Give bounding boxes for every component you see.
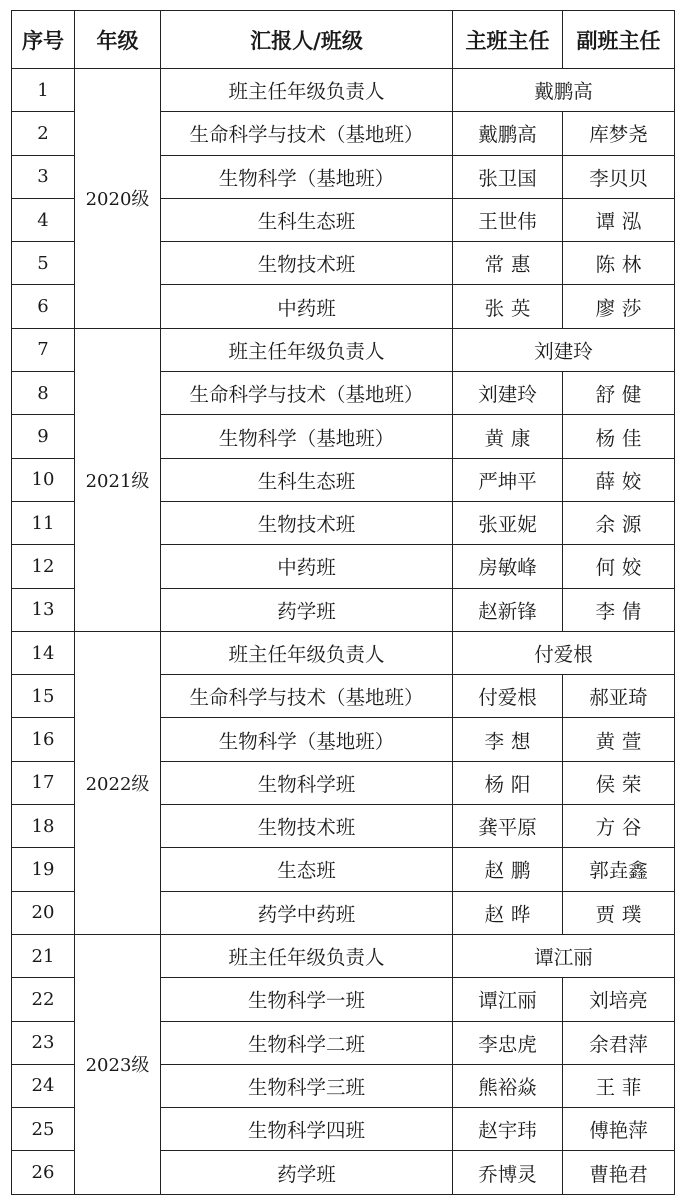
seq-cell: 25 [12,1108,75,1151]
class-name-cell: 生物技术班 [161,242,453,285]
head-teacher-cell: 赵新锋 [453,588,563,631]
head-teacher-cell: 赵晔 [453,891,563,934]
class-name-cell: 生物科学（基地班） [161,718,453,761]
grade-lead-cell: 戴鹏高 [453,69,675,112]
class-name-cell: 生态班 [161,848,453,891]
vice-teacher-cell: 郭垚鑫 [563,848,675,891]
seq-cell: 2 [12,112,75,155]
vice-teacher-cell: 廖莎 [563,285,675,328]
class-name-cell: 中药班 [161,285,453,328]
seq-cell: 19 [12,848,75,891]
header-row [12,11,675,69]
vice-teacher-cell: 贾璞 [563,891,675,934]
class-name-cell: 生命科学与技术（基地班） [161,112,453,155]
head-teacher-table [11,10,675,1195]
class-name-cell: 生命科学与技术（基地班） [161,675,453,718]
seq-cell: 11 [12,501,75,544]
head-teacher-cell: 李想 [453,718,563,761]
head-teacher-cell: 黄康 [453,415,563,458]
class-name-cell: 生命科学与技术（基地班） [161,372,453,415]
head-teacher-cell: 王世伟 [453,198,563,241]
seq-cell: 17 [12,761,75,804]
header-vice-teacher: 副班主任 [563,11,675,69]
header-reporter-class: 汇报人/班级 [161,11,453,69]
vice-teacher-cell: 李贝贝 [563,155,675,198]
vice-teacher-cell: 陈林 [563,242,675,285]
head-teacher-cell: 严坤平 [453,458,563,501]
seq-cell: 15 [12,675,75,718]
class-name-cell: 生物科学二班 [161,1021,453,1064]
seq-cell: 26 [12,1151,75,1194]
seq-cell: 24 [12,1064,75,1107]
table-row [12,69,675,112]
grade-lead-cell: 付爱根 [453,631,675,674]
header-grade: 年级 [75,11,161,69]
seq-cell: 3 [12,155,75,198]
seq-cell: 12 [12,545,75,588]
class-name-cell: 中药班 [161,545,453,588]
class-name-cell: 生科生态班 [161,458,453,501]
class-name-cell: 班主任年级负责人 [161,631,453,674]
head-teacher-cell: 李忠虎 [453,1021,563,1064]
class-name-cell: 生科生态班 [161,198,453,241]
vice-teacher-cell: 薛姣 [563,458,675,501]
grade-cell: 2022级 [75,631,161,934]
table-body [12,69,675,1195]
vice-teacher-cell: 黄萱 [563,718,675,761]
head-teacher-cell: 张亚妮 [453,501,563,544]
class-name-cell: 生物科学一班 [161,978,453,1021]
vice-teacher-cell: 方谷 [563,805,675,848]
seq-cell: 7 [12,328,75,371]
vice-teacher-cell: 杨佳 [563,415,675,458]
class-name-cell: 药学班 [161,1151,453,1194]
head-teacher-cell: 房敏峰 [453,545,563,588]
class-name-cell: 生物科学（基地班） [161,415,453,458]
head-teacher-cell: 戴鹏高 [453,112,563,155]
seq-cell: 13 [12,588,75,631]
seq-cell: 22 [12,978,75,1021]
class-name-cell: 班主任年级负责人 [161,328,453,371]
head-teacher-cell: 谭江丽 [453,978,563,1021]
grade-cell: 2023级 [75,934,161,1194]
seq-cell: 21 [12,934,75,977]
seq-cell: 6 [12,285,75,328]
vice-teacher-cell: 谭泓 [563,198,675,241]
head-teacher-cell: 杨阳 [453,761,563,804]
vice-teacher-cell: 李倩 [563,588,675,631]
class-name-cell: 药学班 [161,588,453,631]
seq-cell: 4 [12,198,75,241]
vice-teacher-cell: 傅艳萍 [563,1108,675,1151]
seq-cell: 18 [12,805,75,848]
head-teacher-cell: 赵鹏 [453,848,563,891]
vice-teacher-cell: 何姣 [563,545,675,588]
seq-cell: 14 [12,631,75,674]
class-name-cell: 药学中药班 [161,891,453,934]
vice-teacher-cell: 王菲 [563,1064,675,1107]
head-teacher-cell: 付爱根 [453,675,563,718]
seq-cell: 20 [12,891,75,934]
grade-lead-cell: 谭江丽 [453,934,675,977]
vice-teacher-cell: 曹艳君 [563,1151,675,1194]
grade-lead-cell: 刘建玲 [453,328,675,371]
head-teacher-cell: 张英 [453,285,563,328]
vice-teacher-cell: 刘培亮 [563,978,675,1021]
class-name-cell: 生物科学三班 [161,1064,453,1107]
class-name-cell: 生物科学（基地班） [161,155,453,198]
seq-cell: 23 [12,1021,75,1064]
seq-cell: 16 [12,718,75,761]
seq-cell: 9 [12,415,75,458]
class-name-cell: 班主任年级负责人 [161,69,453,112]
head-teacher-cell: 刘建玲 [453,372,563,415]
table-row [12,631,675,674]
seq-cell: 8 [12,372,75,415]
class-name-cell: 生物技术班 [161,805,453,848]
head-teacher-cell: 龚平原 [453,805,563,848]
head-teacher-cell: 常惠 [453,242,563,285]
head-teacher-cell: 赵宇玮 [453,1108,563,1151]
head-teacher-cell: 乔博灵 [453,1151,563,1194]
seq-cell: 5 [12,242,75,285]
vice-teacher-cell: 余君萍 [563,1021,675,1064]
vice-teacher-cell: 侯荣 [563,761,675,804]
seq-cell: 10 [12,458,75,501]
class-name-cell: 生物科学班 [161,761,453,804]
vice-teacher-cell: 舒健 [563,372,675,415]
grade-cell: 2021级 [75,328,161,631]
grade-cell: 2020级 [75,69,161,329]
seq-cell: 1 [12,69,75,112]
class-name-cell: 班主任年级负责人 [161,934,453,977]
table-row [12,328,675,371]
head-teacher-cell: 熊裕焱 [453,1064,563,1107]
vice-teacher-cell: 郝亚琦 [563,675,675,718]
class-name-cell: 生物技术班 [161,501,453,544]
class-name-cell: 生物科学四班 [161,1108,453,1151]
header-seq: 序号 [12,11,75,69]
header-head-teacher: 主班主任 [453,11,563,69]
vice-teacher-cell: 库梦尧 [563,112,675,155]
table-row [12,934,675,977]
vice-teacher-cell: 余源 [563,501,675,544]
head-teacher-cell: 张卫国 [453,155,563,198]
